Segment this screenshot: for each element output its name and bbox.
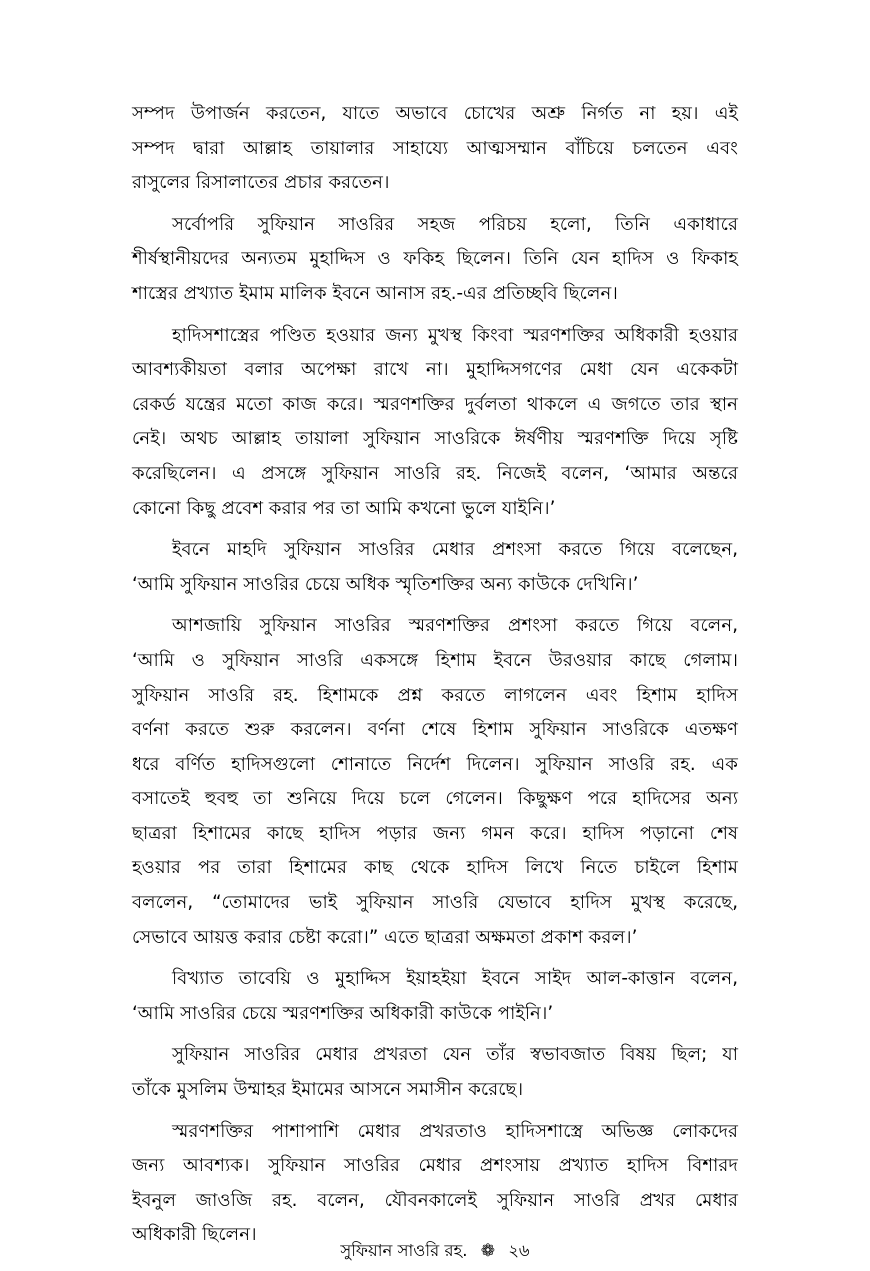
paragraph-4 — [132, 533, 738, 602]
text-line: শীর্ষস্থানীয়দের অন্যতম মুহাদ্দিস ও ফকিহ ছিলেন। তিনি যেন হাদিস ও ফিকাহ — [132, 248, 738, 270]
text-line: স্মরণশক্তির পাশাপাশি মেধার প্রখরতাও হাদিসশাস্ত্রে অভিজ্ঞ লোকদের — [172, 1120, 738, 1142]
paragraph-6 — [132, 962, 738, 1031]
paragraph-7 — [132, 1038, 738, 1107]
text-line: আশজায়ি সুফিয়ান সাওরির স্মরণশক্তির প্রশংসা করতে গিয়ে বলেন, — [172, 615, 738, 637]
text-line: ইবনুল জাওজি রহ. বলেন, যৌবনকালেই সুফিয়ান সাওরি প্রখর মেধার — [132, 1189, 738, 1211]
paragraph-5 — [132, 609, 738, 955]
text-line: আবশ্যকীয়তা বলার অপেক্ষা রাখে না। মুহাদ্দিসগণের মেধা যেন একেকটা — [132, 359, 738, 381]
flower-ornament-icon: ❁ — [480, 1241, 495, 1261]
text-line: জন্য আবশ্যক। সুফিয়ান সাওরির মেধার প্রশংসায় প্রখ্যাত হাদিস বিশারদ — [132, 1155, 738, 1177]
text-line: রাসুলের রিসালাতের প্রচার করতেন। — [132, 172, 390, 194]
text-line: করেছিলেন। এ প্রসঙ্গে সুফিয়ান সাওরি রহ. নিজেই বলেন, ‘আমার অন্তরে — [132, 462, 738, 484]
text-line: ‘আমি ও সুফিয়ান সাওরি একসঙ্গে হিশাম ইবনে উরওয়ার কাছে গেলাম। — [132, 649, 738, 671]
paragraph-3 — [132, 319, 738, 527]
text-line: ছাত্ররা হিশামের কাছে হাদিস পড়ার জন্য গমন করে। হাদিস পড়ানো শেষ — [132, 822, 738, 844]
text-line: তাঁকে মুসলিম উম্মাহর ইমামের আসনে সমাসীন করেছে। — [132, 1079, 524, 1101]
paragraph-2 — [132, 208, 738, 312]
text-line: বসাতেই হুবহু তা শুনিয়ে দিয়ে চলে গেলেন। কিছুক্ষণ পরে হাদিসের অন্য — [132, 788, 738, 810]
text-line: বিখ্যাত তাবেয়ি ও মুহাদ্দিস ইয়াহইয়া ইবনে সাইদ আল-কাত্তান বলেন, — [172, 968, 738, 990]
text-line: সুফিয়ান সাওরির মেধার প্রখরতা যেন তাঁর স্বভাবজাত বিষয় ছিল; যা — [172, 1044, 738, 1066]
page-footer — [0, 1240, 870, 1262]
text-line: ‘আমি সাওরির চেয়ে স্মরণশক্তির অধিকারী কাউকে পাইনি।’ — [132, 1002, 554, 1024]
text-line: সেভাবে আয়ত্ত করার চেষ্টা করো।” এতে ছাত্ররা অক্ষমতা প্রকাশ করল।’ — [132, 926, 638, 948]
text-line: নেই। অথচ আল্লাহ তায়ালা সুফিয়ান সাওরিকে ঈর্ষণীয় স্মরণশক্তি দিয়ে সৃষ্টি — [132, 428, 738, 450]
text-line: বললেন, “তোমাদের ভাই সুফিয়ান সাওরি যেভাবে হাদিস মুখস্থ করেছে, — [132, 892, 738, 914]
text-line: সুফিয়ান সাওরি রহ. হিশামকে প্রশ্ন করতে লাগলেন এবং হিশাম হাদিস — [132, 684, 738, 706]
paragraph-8 — [132, 1115, 738, 1253]
text-line: সম্পদ উপার্জন করতেন, যাতে অভাবে চোখের অশ্রু নির্গত না হয়। এই — [132, 103, 738, 124]
text-line: ‘আমি সুফিয়ান সাওরির চেয়ে অধিক স্মৃতিশক্তির অন্য কাউকে দেখিনি।’ — [132, 573, 639, 595]
text-line: অধিকারী ছিলেন। — [132, 1224, 257, 1246]
text-line: শাস্ত্রের প্রখ্যাত ইমাম মালিক ইবনে আনাস রহ.-এর প্রতিচ্ছবি ছিলেন। — [132, 282, 618, 304]
text-line: হওয়ার পর তারা হিশামের কাছ থেকে হাদিস লিখে নিতে চাইলে হিশাম — [132, 857, 738, 879]
text-line: সর্বোপরি সুফিয়ান সাওরির সহজ পরিচয় হলো, তিনি একাধারে — [172, 213, 738, 235]
text-line: হাদিসশাস্ত্রের পণ্ডিত হওয়ার জন্য মুখস্থ কিংবা স্মরণশক্তির অধিকারী হওয়ার — [172, 324, 738, 346]
text-line: কোনো কিছু প্রবেশ করার পর তা আমি কখনো ভুলে যাইনি।’ — [132, 497, 556, 519]
paragraph-1 — [132, 97, 738, 201]
text-line: বর্ণনা করতে শুরু করলেন। বর্ণনা শেষে হিশাম সুফিয়ান সাওরিকে এতক্ষণ — [132, 719, 738, 741]
text-line: রেকর্ড যন্ত্রের মতো কাজ করে। স্মরণশক্তির দুর্বলতা থাকলে এ জগতে তার স্থান — [132, 393, 738, 415]
page-body — [132, 97, 738, 1260]
text-line: ধরে বর্ণিত হাদিসগুলো শোনাতে নির্দেশ দিলেন। সুফিয়ান সাওরি রহ. এক — [132, 753, 738, 775]
text-line: সম্পদ দ্বারা আল্লাহ তায়ালার সাহায্যে আত্মসম্মান বাঁচিয়ে চলতেন এবং — [132, 137, 738, 159]
page-number: ২৬ — [508, 1241, 530, 1260]
running-title: সুফিয়ান সাওরি রহ. — [340, 1241, 468, 1260]
text-line: ইবনে মাহদি সুফিয়ান সাওরির মেধার প্রশংসা করতে গিয়ে বলেছেন, — [172, 539, 738, 561]
